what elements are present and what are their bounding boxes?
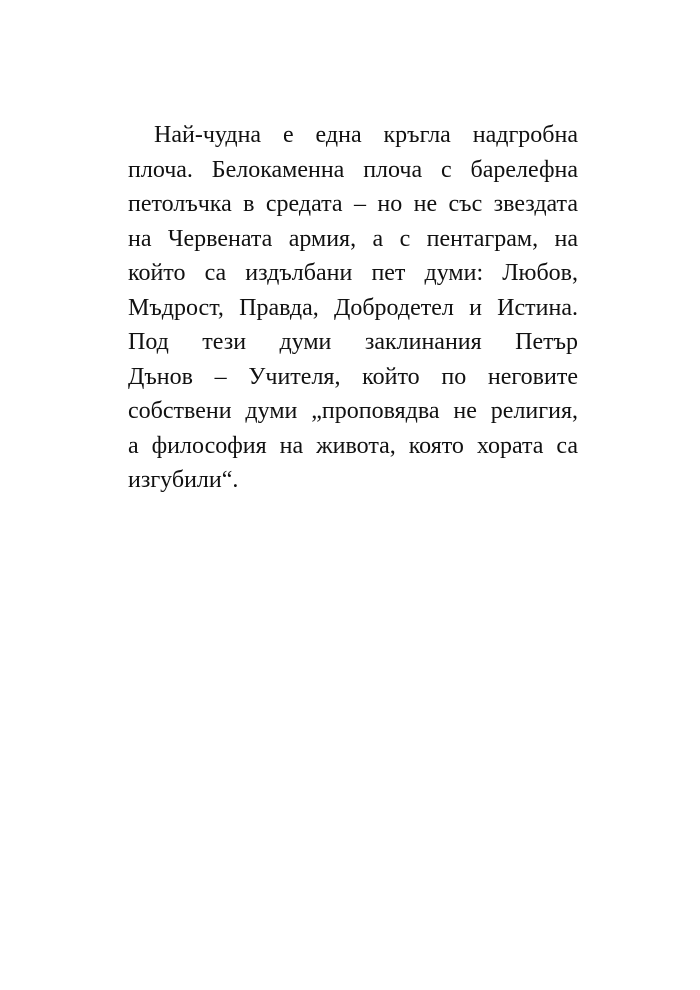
paragraph-line: Дънов – Учителя, който по неговите bbox=[128, 363, 578, 390]
paragraph-line: а философия на живота, която хората са bbox=[128, 432, 578, 459]
paragraph-line: собствени думи „проповядва не религия, bbox=[128, 398, 578, 424]
paragraph-line: плоча. Белокаменна плоча с барелефна bbox=[128, 156, 578, 183]
paragraph-line: Мъдрост, Правда, Добродетел и Истина. bbox=[128, 294, 578, 321]
paragraph-line: на Червената армия, а с пентаграм, на bbox=[128, 225, 578, 252]
paragraph-line: изгубили“. bbox=[128, 467, 239, 493]
paragraph bbox=[128, 118, 578, 498]
paragraph-line: който са издълбани пет думи: Любов, bbox=[128, 260, 578, 286]
paragraph-line: Под тези думи заклинания Петър bbox=[128, 329, 578, 355]
paragraph-line: петолъчка в средата – но не със звездата bbox=[128, 191, 578, 217]
paragraph-line: Най-чудна е една кръгла надгробна bbox=[154, 122, 578, 148]
